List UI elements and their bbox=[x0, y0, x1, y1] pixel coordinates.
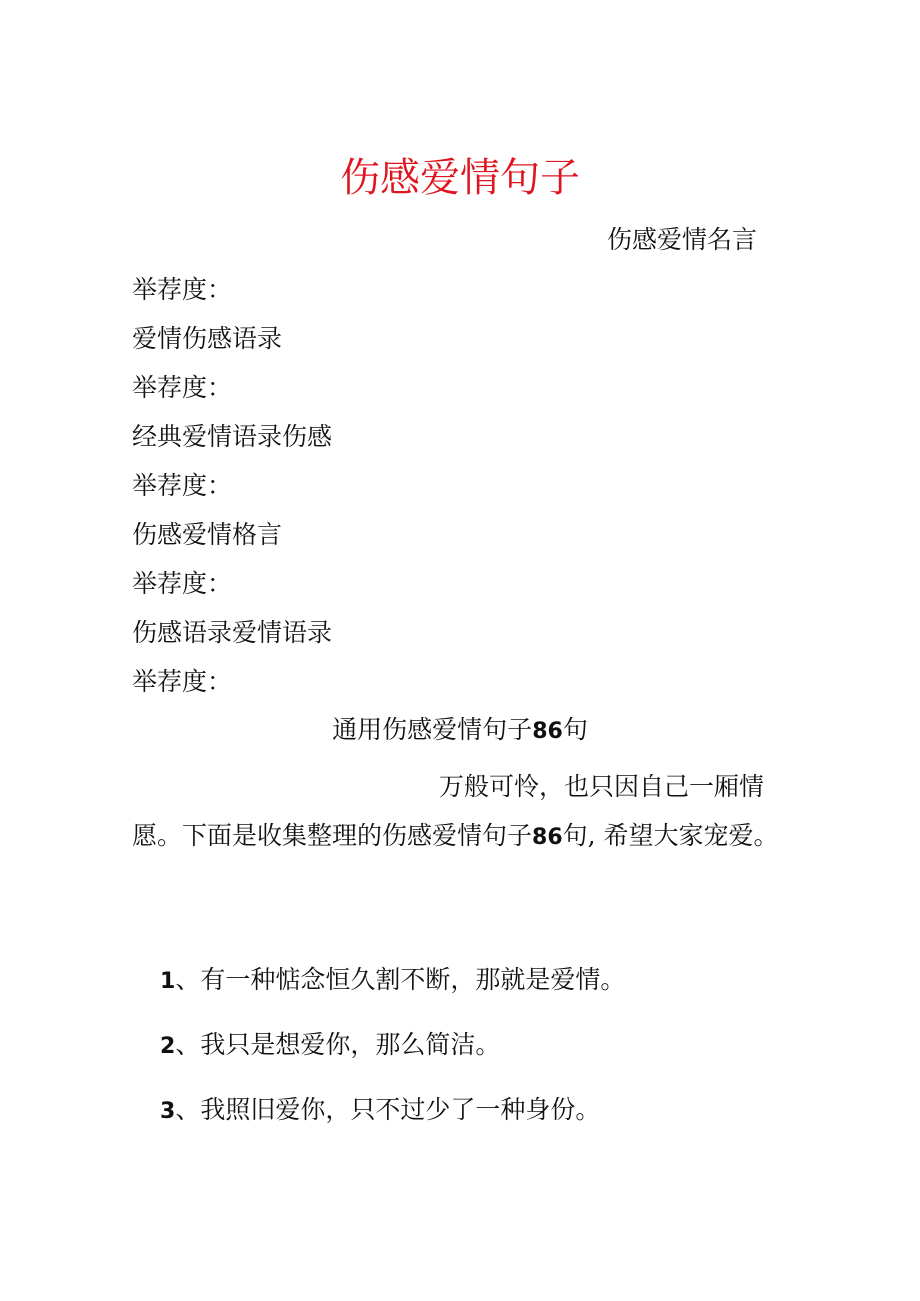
intro-count: 86 bbox=[532, 825, 563, 850]
list-item-text: 、我照旧爱你，只不过少了一种身份。 bbox=[175, 1095, 601, 1124]
entry-line: 举荐度： bbox=[132, 667, 233, 696]
entry-line: 举荐度： bbox=[132, 569, 233, 598]
document-title: 伤感爱情句子 bbox=[340, 155, 580, 201]
document-subtitle: 伤感爱情名言 bbox=[607, 225, 758, 254]
list-item bbox=[160, 1092, 600, 1130]
list-item-number: 2 bbox=[160, 1034, 176, 1059]
section-heading-count: 86 bbox=[532, 719, 563, 744]
intro-text-part1: 万般可怜，也只因自己一厢情愿。下面是收集整理的伤感爱情句子 bbox=[132, 772, 765, 850]
section-heading bbox=[0, 712, 920, 750]
list-item-text: 、有一种惦念恒久割不断，那就是爱情。 bbox=[175, 965, 626, 994]
intro-text-part2: 句, 希望大家宠爱。 bbox=[562, 821, 779, 850]
entry-line: 爱情伤感语录 bbox=[132, 324, 283, 353]
list-item-number: 1 bbox=[160, 969, 176, 994]
entry-line: 伤感语录爱情语录 bbox=[132, 618, 333, 647]
list-item-number: 3 bbox=[160, 1099, 176, 1124]
entry-line: 举荐度： bbox=[132, 275, 233, 304]
list-item-text: 、我只是想爱你，那么简洁。 bbox=[175, 1030, 501, 1059]
entry-line: 举荐度： bbox=[132, 471, 233, 500]
list-item bbox=[160, 962, 625, 1000]
section-heading-suffix: 句 bbox=[562, 715, 588, 744]
intro-paragraph bbox=[132, 762, 792, 862]
section-heading-prefix: 通用伤感爱情句子 bbox=[332, 715, 533, 744]
list-item bbox=[160, 1027, 500, 1065]
entry-line: 经典爱情语录伤感 bbox=[132, 422, 333, 451]
entry-line: 伤感爱情格言 bbox=[132, 520, 283, 549]
entry-line: 举荐度： bbox=[132, 373, 233, 402]
